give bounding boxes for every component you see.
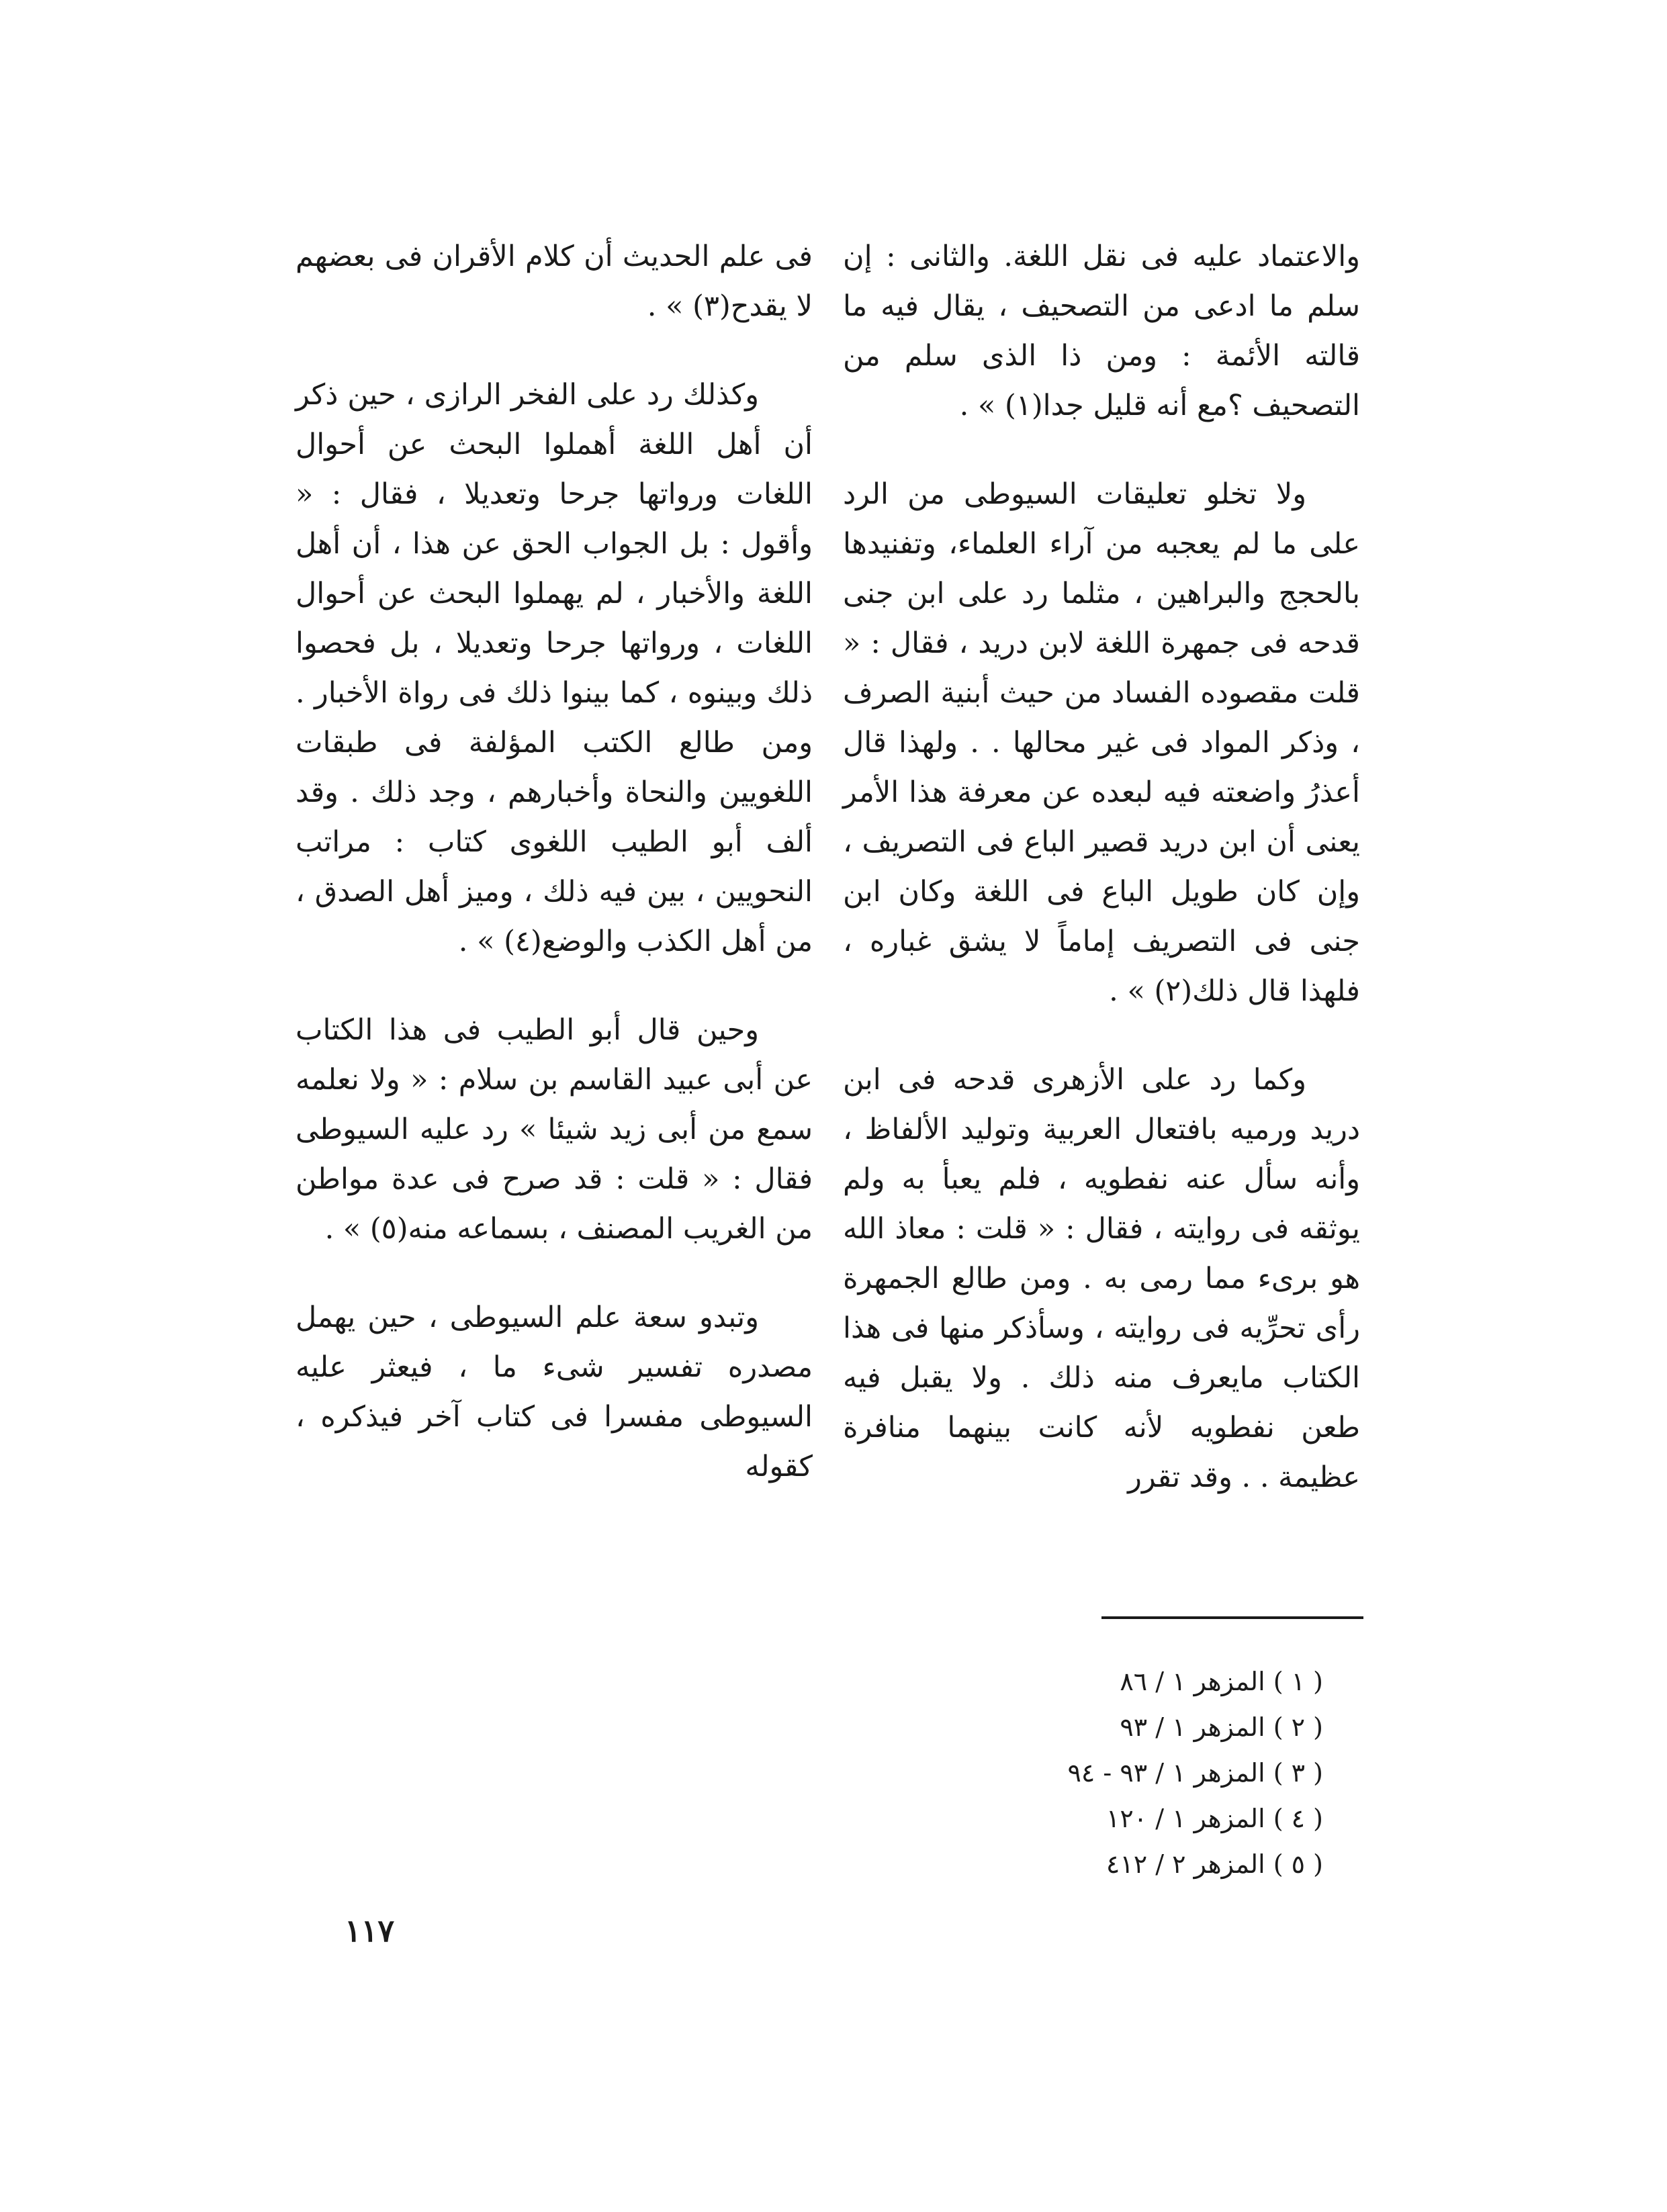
paragraph: والاعتماد عليه فى نقل اللغة. والثانى : إن سلم ما ادعى من التصحيف ، يقال فيه ما قالته الأئمة : ومن ذا الذى سلم من التصحيف ؟مع أنه قليل جدا(١) » .	[843, 240, 1360, 422]
footnote: ( ٤ ) المزهر ١ / ١٢٠	[1106, 1804, 1323, 1833]
page-number: ١١٧	[344, 1913, 395, 1949]
footnote: ( ١ ) المزهر ١ / ٨٦	[1120, 1667, 1323, 1696]
footnote-divider	[1101, 1616, 1363, 1619]
footnote: ( ٣ ) المزهر ١ / ٩٣ - ٩٤	[1067, 1758, 1323, 1788]
paragraph: وحين قال أبو الطيب فى هذا الكتاب عن أبى عبيد القاسم بن سلام : « ولا نعلمه سمع من أبى زيد شيئا » رد عليه السيوطى فقال : « قلت : قد صرح فى عدة مواطن من الغريب المصنف ، بسماعه منه(٥) » .	[296, 1013, 813, 1246]
left-text-column	[296, 232, 813, 1530]
paragraph: وكذلك رد على الفخر الرازى ، حين ذكر أن أهل اللغة أهملوا البحث عن أحوال اللغات ورواتها جرحا وتعديلا ، فقال : « وأقول : بل الجواب الحق عن هذا ، أن أهل اللغة والأخبار ، لم يهملوا البحث عن أحوال اللغات ، ورواتها جرحا وتعديلا ، بل فحصوا ذلك وبينوه ، كما بينوا ذلك فى رواة الأخبار . ومن طالع الكتب المؤلفة فى طبقات اللغويين والنحاة وأخبارهم ، وجد ذلك . وقد ألف أبو الطيب اللغوى كتاب : مراتب النحويين ، بين فيه ذلك ، وميز أهل الصدق ، من أهل الكذب والوضع(٤) » .	[296, 378, 813, 958]
paragraph: وتبدو سعة علم السيوطى ، حين يهمل مصدره تفسير شىء ما ، فيعثر عليه السيوطى مفسرا فى كتاب آخر فيذكره ، كقوله	[296, 1301, 813, 1483]
footnotes	[974, 1659, 1323, 1887]
paragraph: ولا تخلو تعليقات السيوطى من الرد على ما لم يعجبه من آراء العلماء، وتفنيدها بالحجج والبراهين ، مثلما رد على ابن جنى قدحه فى جمهرة اللغة لابن دريد ، فقال : « قلت مقصوده الفساد من حيث أبنية الصرف ، وذكر المواد فى غير محالها . . ولهذا قال أعذرُ واضعته فيه لبعده عن معرفة هذا الأمر يعنى أن ابن دريد قصير الباع فى التصريف ، وإن كان طويل الباع فى اللغة وكان ابن جنى فى التصريف إماماً لا يشق غباره ، فلهذا قال ذلك(٢) » .	[843, 477, 1360, 1008]
paragraph: وكما رد على الأزهرى قدحه فى ابن دريد ورميه بافتعال العربية وتوليد الألفاظ ، وأنه سأل عنه نفطويه ، فلم يعبأ به ولم يوثقه فى روايته ، فقال : « قلت : معاذ الله هو برىء مما رمى به . ومن طالع الجمهرة رأى تحرِّيه فى روايته ، وسأذكر منها فى هذا الكتاب مايعرف منه ذلك . ولا يقبل فيه طعن نفطويه لأنه كانت بينهما منافرة عظيمة . . وقد تقرر	[843, 1063, 1360, 1494]
paragraph: فى علم الحديث أن كلام الأقران فى بعضهم لا يقدح(٣) » .	[296, 240, 813, 323]
footnote: ( ٥ ) المزهر ٢ / ٤١٢	[1106, 1849, 1323, 1879]
right-text-column	[843, 232, 1360, 1541]
footnote: ( ٢ ) المزهر ١ / ٩٣	[1120, 1712, 1323, 1742]
